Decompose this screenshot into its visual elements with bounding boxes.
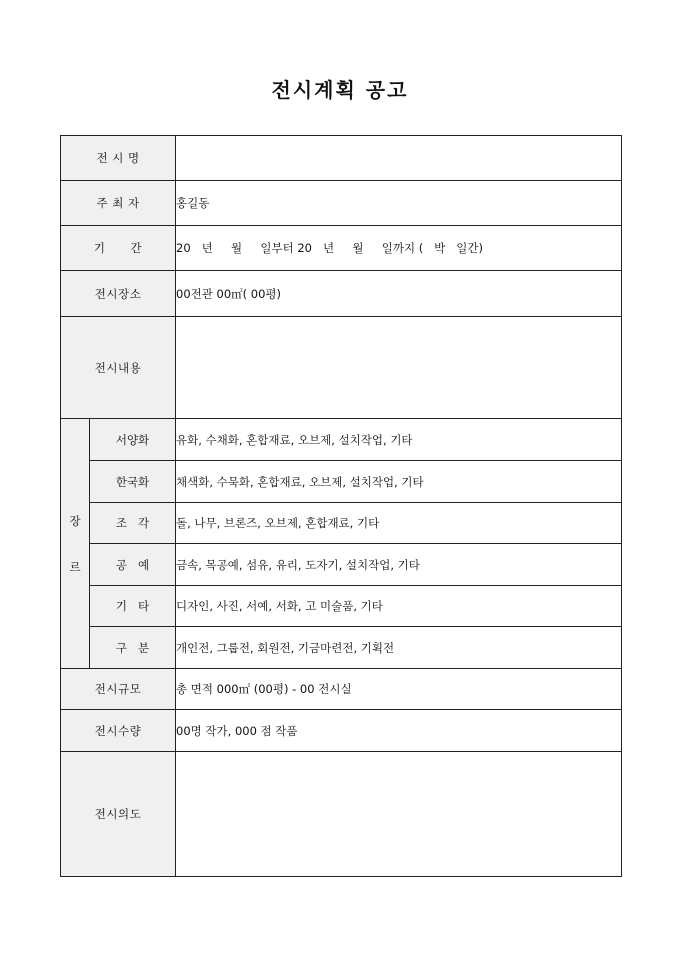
- row-genre-category: [61, 627, 622, 669]
- label-period: 기 간: [61, 226, 176, 271]
- genre-label-etc: 기 타: [90, 586, 176, 627]
- row-scale: [61, 669, 622, 710]
- genre-value-craft[interactable]: 금속, 목공예, 섬유, 유리, 도자기, 설치작업, 기타: [176, 544, 622, 586]
- label-intent: 전시의도: [61, 752, 176, 877]
- label-scale: 전시규모: [61, 669, 176, 710]
- row-period: [61, 226, 622, 271]
- row-genre-craft: [61, 544, 622, 586]
- row-genre-sculpture: [61, 503, 622, 544]
- genre-label-korean: 한국화: [90, 461, 176, 503]
- row-venue: [61, 271, 622, 317]
- label-exhibition-name: 전 시 명: [61, 136, 176, 181]
- value-exhibition-name[interactable]: [176, 136, 622, 181]
- value-intent[interactable]: [176, 752, 622, 877]
- row-content: [61, 317, 622, 419]
- value-content[interactable]: [176, 317, 622, 419]
- row-genre-western: [61, 419, 622, 461]
- value-venue[interactable]: 00전관 00㎡( 00평): [176, 271, 622, 317]
- value-period[interactable]: 20 년 월 일부터 20 년 월 일까지 ( 박 일간): [176, 226, 622, 271]
- genre-value-etc[interactable]: 디자인, 사진, 서예, 서화, 고 미술품, 기타: [176, 586, 622, 627]
- row-genre-korean: [61, 461, 622, 503]
- genre-label-craft: 공 예: [90, 544, 176, 586]
- genre-label-bottom: 르: [69, 559, 81, 574]
- genre-value-korean[interactable]: 채색화, 수묵화, 혼합재료, 오브제, 설치작업, 기타: [176, 461, 622, 503]
- row-genre-etc: [61, 586, 622, 627]
- row-host: [61, 181, 622, 226]
- label-venue: 전시장소: [61, 271, 176, 317]
- genre-group-label: [61, 419, 90, 669]
- genre-label-top: 장: [69, 513, 81, 528]
- row-exhibition-name: [61, 136, 622, 181]
- genre-label-western: 서양화: [90, 419, 176, 461]
- label-quantity: 전시수량: [61, 710, 176, 752]
- row-intent: [61, 752, 622, 877]
- value-scale[interactable]: 총 면적 000㎡ (00평) - 00 전시실: [176, 669, 622, 710]
- genre-value-western[interactable]: 유화, 수채화, 혼합재료, 오브제, 설치작업, 기타: [176, 419, 622, 461]
- genre-value-sculpture[interactable]: 돌, 나무, 브론즈, 오브제, 혼합재료, 기타: [176, 503, 622, 544]
- value-quantity[interactable]: 00명 작가, 000 점 작품: [176, 710, 622, 752]
- genre-label-sculpture: 조 각: [90, 503, 176, 544]
- label-host: 주 최 자: [61, 181, 176, 226]
- document-title: 전시계획 공고: [271, 78, 409, 102]
- label-content: 전시내용: [61, 317, 176, 419]
- value-host[interactable]: 홍길동: [176, 181, 622, 226]
- row-quantity: [61, 710, 622, 752]
- exhibition-plan-table: [60, 135, 622, 877]
- genre-value-category[interactable]: 개인전, 그룹전, 회원전, 기금마련전, 기획전: [176, 627, 622, 669]
- genre-label-category: 구 분: [90, 627, 176, 669]
